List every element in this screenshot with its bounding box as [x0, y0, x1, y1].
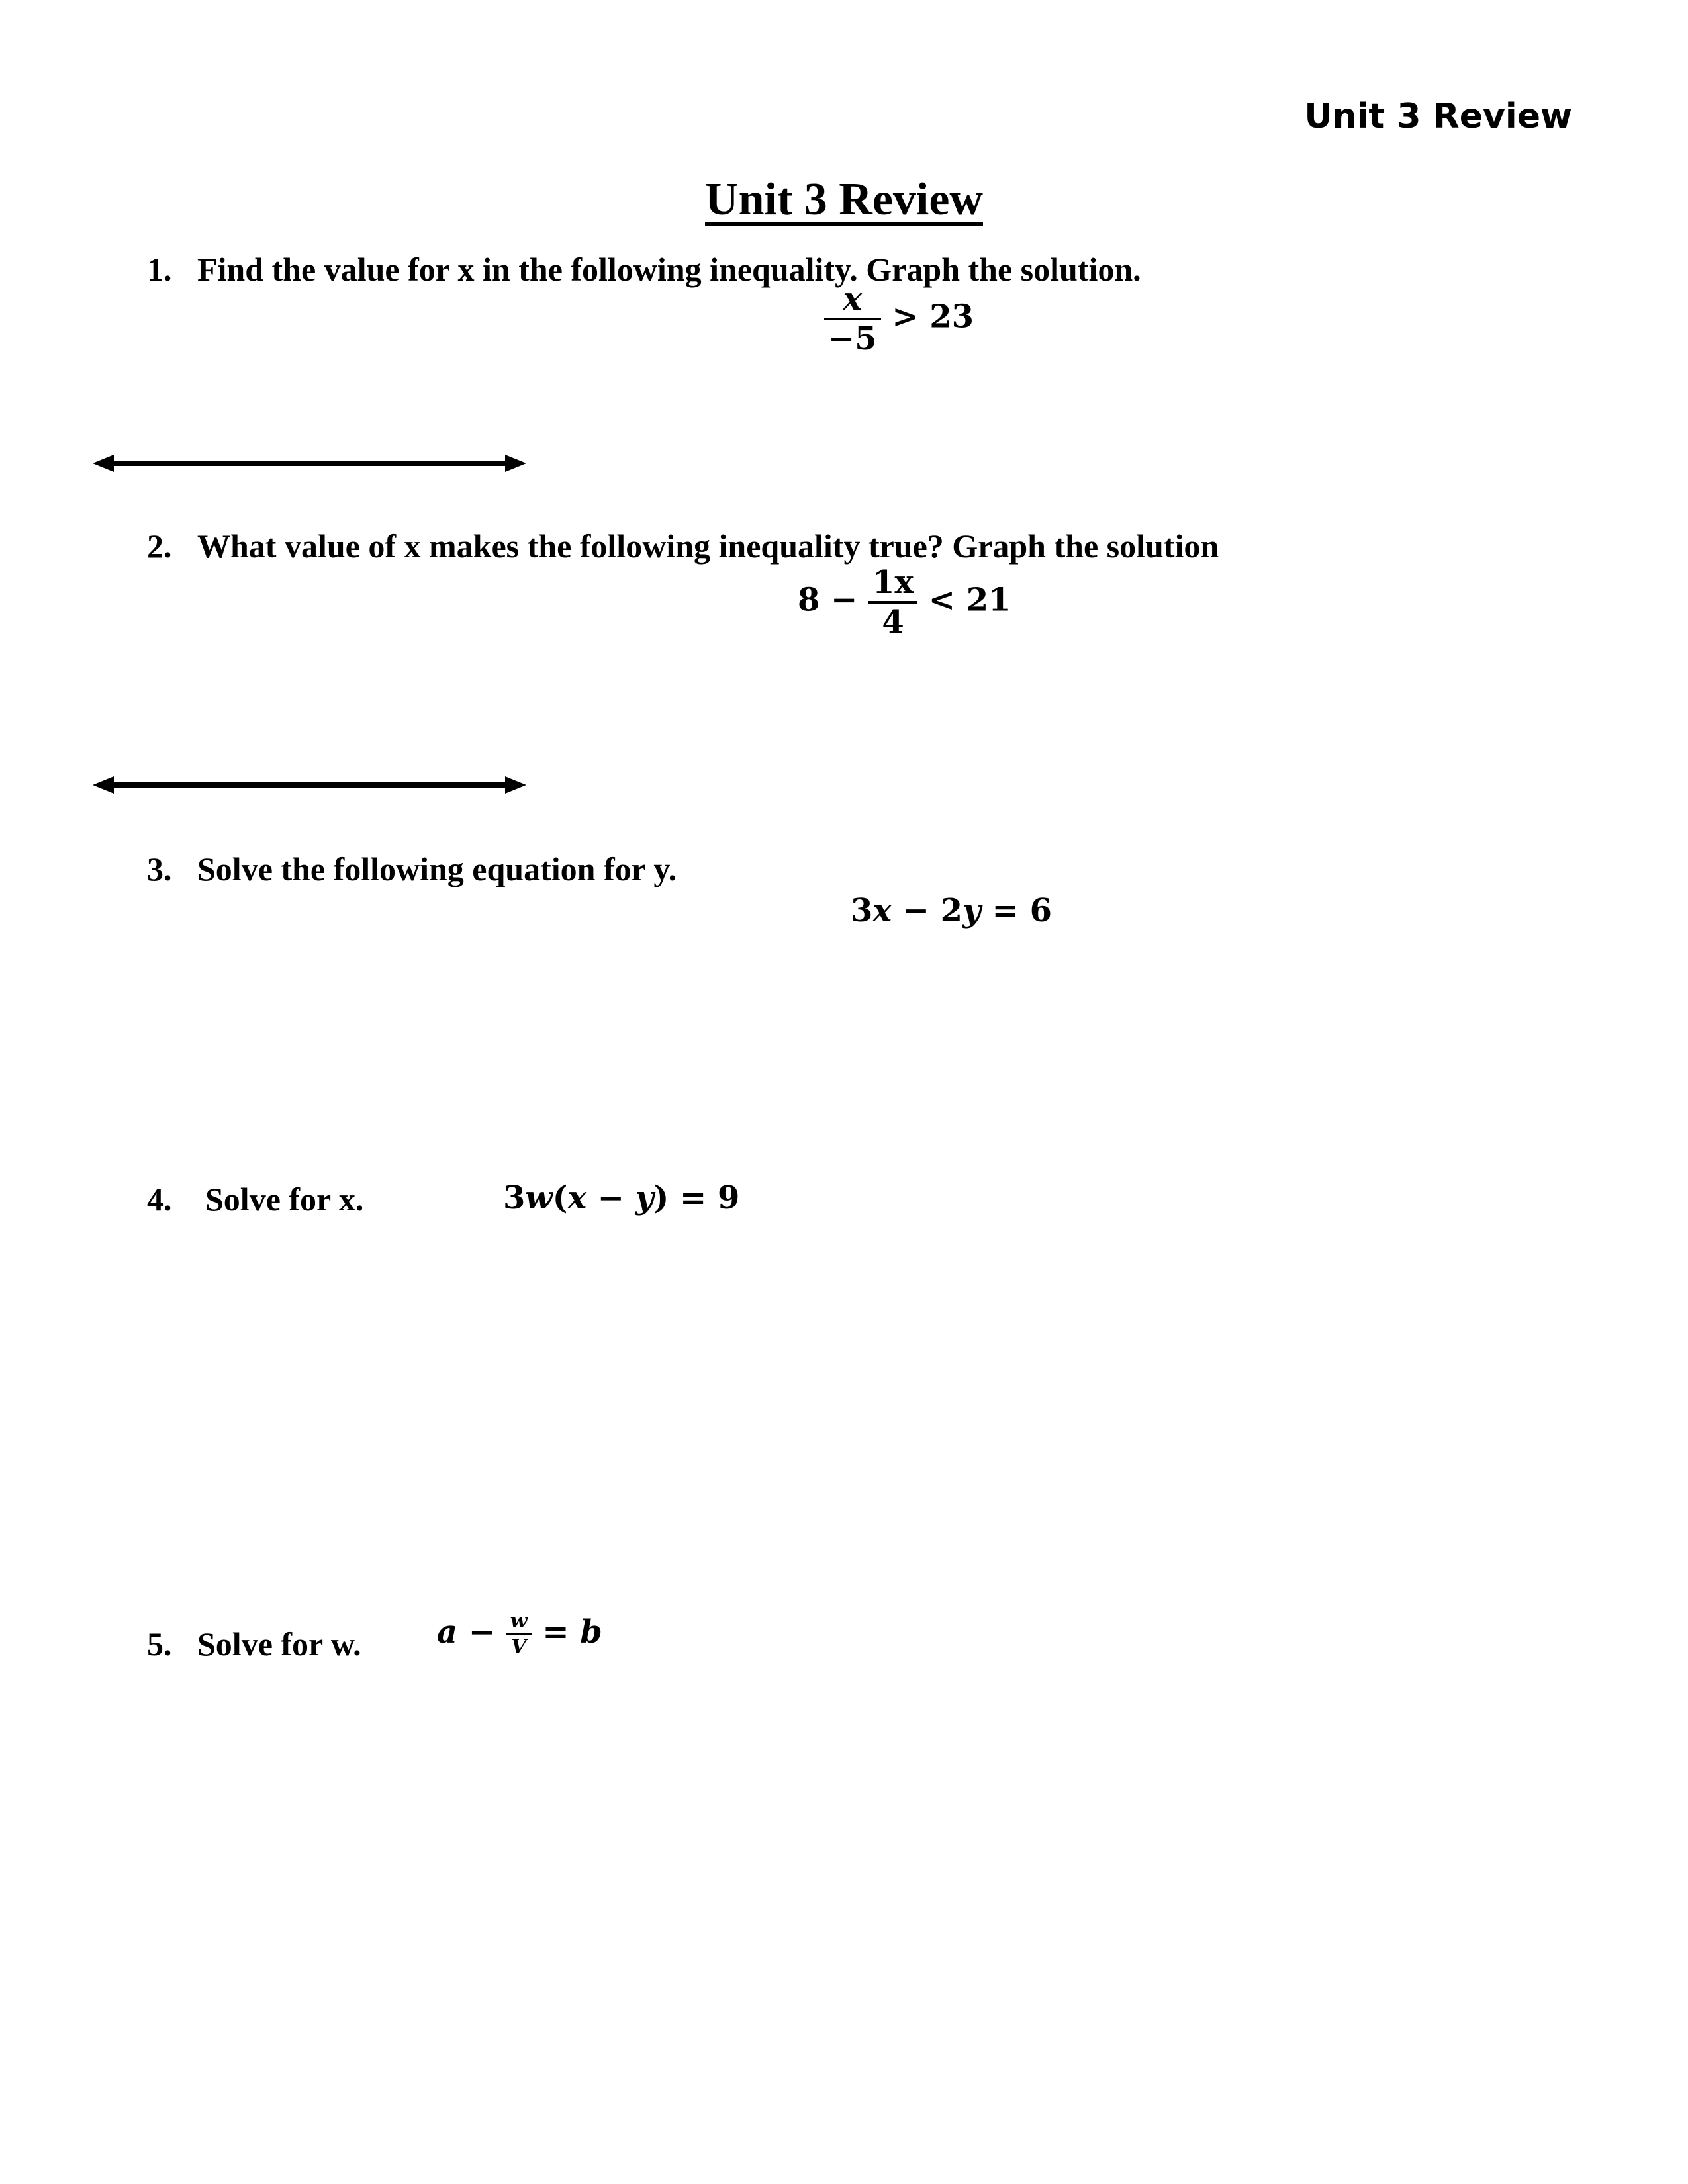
expr-part: (: [552, 1179, 568, 1216]
question-text: Solve for w.: [197, 1625, 361, 1662]
numerator: x: [824, 283, 881, 320]
variable: y: [962, 892, 981, 929]
relation: > 23: [892, 298, 974, 336]
expr-part: 3: [503, 1179, 526, 1216]
equation-4: [503, 1179, 740, 1216]
variable: b: [580, 1614, 602, 1651]
expr-part: − 2: [892, 892, 963, 929]
number-line-2[interactable]: [93, 768, 530, 801]
question-number: 1.: [147, 251, 172, 288]
question-number: 5.: [147, 1625, 172, 1662]
expr-part: −: [457, 1614, 496, 1651]
relation: < 21: [928, 581, 1011, 619]
fraction: [824, 283, 881, 355]
variable: w: [525, 1179, 553, 1216]
number-line-1[interactable]: [93, 447, 530, 480]
variable: x: [567, 1179, 587, 1216]
inequality-1: [824, 283, 974, 355]
expr-part: = 6: [980, 892, 1053, 929]
expr-part: 3: [851, 892, 873, 929]
expr-part: =: [542, 1614, 581, 1651]
equation-5: [437, 1612, 602, 1657]
question-number: 4.: [147, 1181, 172, 1218]
question-number: 2.: [147, 527, 172, 565]
question-text: Solve for x.: [205, 1181, 364, 1218]
numerator: w: [506, 1612, 532, 1635]
numerator: 1x: [868, 567, 917, 604]
lead-term: 8 −: [798, 581, 858, 619]
variable: y: [635, 1179, 654, 1216]
equation-3: [851, 892, 1053, 929]
denominator: 4: [882, 604, 904, 641]
denominator: −5: [828, 320, 877, 357]
question-text: Solve the following equation for y.: [197, 850, 677, 887]
page-title-text: Unit 3 Review: [705, 174, 983, 225]
page-title: [0, 173, 1688, 226]
header-title: Unit 3 Review: [1304, 97, 1572, 136]
fraction: [506, 1612, 532, 1657]
variable: x: [872, 892, 892, 929]
question-text: What value of x makes the following inequality true? Graph the solution: [197, 527, 1219, 565]
expr-part: ) = 9: [653, 1179, 740, 1216]
fraction: [868, 564, 917, 641]
question-number: 3.: [147, 850, 172, 887]
denominator: V: [511, 1635, 527, 1659]
inequality-2: [798, 564, 1011, 641]
variable: a: [437, 1614, 458, 1651]
expr-part: −: [586, 1179, 635, 1216]
question-text: Find the value for x in the following inequality. Graph the solution.: [197, 251, 1141, 288]
